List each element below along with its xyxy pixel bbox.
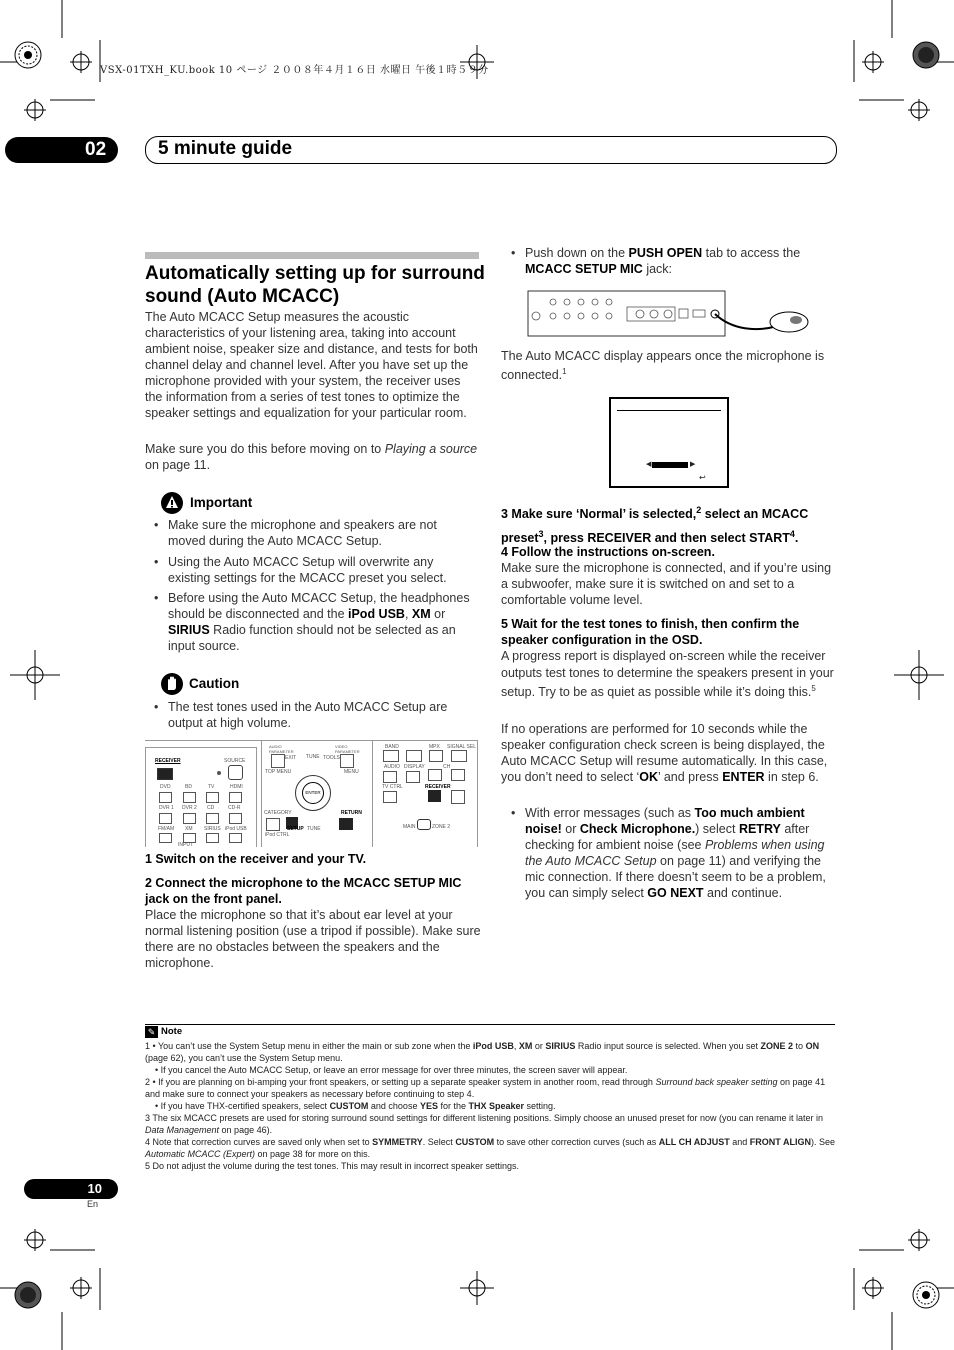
important-bullet-1: • Make sure the microphone and speakers are not moved during the Auto MCACC Setup. <box>168 517 468 549</box>
chapter-title-bar <box>145 136 837 164</box>
caution-bullet-1: • The test tones used in the Auto MCACC Setup are output at high volume. <box>168 699 472 731</box>
zone-switch[interactable] <box>417 819 431 830</box>
input-group-label: INPUT <box>178 842 193 847</box>
ch-up-button[interactable] <box>451 769 465 781</box>
source-led <box>217 771 221 775</box>
band-label: BAND <box>385 744 399 750</box>
signal-sel-button[interactable] <box>451 750 467 762</box>
error-messages-bullet: • With error messages (such as Too much ambient noise! or Check Microphone.) select RETRY after checking for ambient noise (see Problems when using the Auto MCACC Setup on page 11) and verifying the mic connection. If there doesn’t seem to be a problem, you can simply select GO NEXT and continue. <box>525 805 835 901</box>
return-button[interactable] <box>339 818 353 830</box>
step-3: 3 Make sure ‘Normal’ is selected,$^2$ select an MCACC preset$^3$, press RECEIVER and then select START$^4$. <box>501 505 809 546</box>
enter-button[interactable]: ENTER <box>302 782 324 804</box>
receiver-button-label[interactable]: RECEIVER <box>155 758 181 764</box>
audio-button[interactable] <box>383 771 397 783</box>
push-open-bullet: • Push down on the PUSH OPEN tab to access the MCACC SETUP MIC jack: <box>525 245 830 277</box>
auto-resume-paragraph: If no operations are performed for 10 seconds while the speaker configuration check screen is being displayed, the Auto MCACC Setup will resume automatically. In this case, you don’t need to select ‘OK’ and press ENTER in step 6. <box>501 722 828 784</box>
band-button[interactable] <box>383 750 399 762</box>
category-label: CATEGORY <box>264 810 292 816</box>
ipod-ctrl-label: iPod CTRL <box>265 832 290 838</box>
tune-down-label: TUNE <box>307 826 321 832</box>
menu-label: MENU <box>344 769 359 775</box>
tune-up-label: TUNE <box>306 754 320 760</box>
section-title: Automatically setting up for surround sound (Auto MCACC) <box>145 263 485 307</box>
caution-label: Caution <box>189 676 240 691</box>
tv-ctrl-button[interactable] <box>383 791 397 803</box>
note-5: 5 Do not adjust the volume during the test tones. This may result in incorrect speaker settings. <box>145 1161 520 1171</box>
signal-sel-label: SIGNAL SEL <box>447 744 476 750</box>
step-4-body: Make sure the microphone is connected, and if you’re using a subwoofer, make sure it is switched on and set to a comfortable volume level. <box>501 561 832 607</box>
important-label: Important <box>190 495 253 510</box>
phones-button[interactable] <box>451 790 465 804</box>
osd-right-arrow-icon: ▶ <box>690 461 696 468</box>
audio-label: AUDIO <box>384 764 400 770</box>
note-1b: • If you cancel the Auto MCACC Setup, or leave an error message for over three minutes, the screen saver will appear. <box>155 1065 628 1075</box>
tv-ctrl-label: TV CTRL <box>382 784 403 790</box>
note-2a: 2 • If you are planning on bi-amping your front speakers, or setting up a separate speaker system in another room, read through Surround back speaker setting on page 41 and make sure to connect your speakers as necessary before continuing to step 4. <box>145 1077 826 1099</box>
note-rule <box>145 1024 835 1025</box>
osd-screen <box>609 397 729 488</box>
chapter-number-badge <box>5 137 118 163</box>
step-2: 2 Connect the microphone to the MCACC SETUP MIC jack on the front panel. <box>145 876 462 906</box>
return-label: RETURN <box>341 810 362 816</box>
playing-source-link[interactable]: Playing a source <box>384 442 478 456</box>
audio-parameter-label: AUDIO PARAMETER <box>269 744 294 754</box>
main-label: MAIN <box>403 824 416 830</box>
exit-label: EXIT <box>285 755 297 761</box>
before-paragraph <box>145 441 481 473</box>
language-code: En <box>87 1199 99 1209</box>
mpx-button[interactable] <box>429 750 443 762</box>
step-5-body: A progress report is displayed on-screen while the receiver outputs test tones to determine the speakers present in your setup. Try to be as quiet as possible while it’s doing this.$^5$ <box>501 649 834 700</box>
mpx-label: MPX <box>429 744 440 750</box>
receiver-button[interactable] <box>157 768 173 780</box>
source-label: SOURCE <box>224 758 246 764</box>
step-1: 1 Switch on the receiver and your TV. <box>145 852 367 866</box>
source-power-button[interactable] <box>228 765 243 780</box>
tools-button[interactable] <box>340 754 354 768</box>
before-page: on page 11. <box>145 458 211 472</box>
file-meta-header: VSX-01TXH_KU.book 10 ページ ２００８年４月１６日 水曜日 午後１時５９分 <box>100 65 489 76</box>
note-1a: 1 • You can’t use the System Setup menu in either the main or sub zone when the iPod USB, XM or SIRIUS Radio input source is selected. When you set ZONE 2 to ON (page 62), you can’t use the System Setup menu. <box>145 1041 820 1063</box>
tools-label: TOOLS <box>323 755 340 761</box>
display-button[interactable] <box>406 771 420 783</box>
step-4: 4 Follow the instructions on-screen. <box>501 545 715 559</box>
step-2-body: Place the microphone so that it’s about ear level at your normal listening position (use a tripod if possible). Make sure there are no obstacles between the speakers and the microphone. <box>145 908 481 970</box>
step-5: 5 Wait for the test tones to finish, then confirm the speaker configuration in the OSD. <box>501 617 800 647</box>
important-bullet-3: • Before using the Auto MCACC Setup, the headphones should be disconnected and the iPod USB, XM or SIRIUS Radio function should not be selected as an input source. <box>168 590 474 654</box>
note-4: 4 Note that correction curves are saved only when set to SYMMETRY. Select CUSTOM to save other correction curves (such as ALL CH ADJUST and FRONT ALIGN). See Automatic MCACC (Expert) on page 38 for more on this. <box>145 1137 835 1159</box>
important-bullet-2: • Using the Auto MCACC Setup will overwrite any existing settings for the MCACC preset you select. <box>168 554 472 586</box>
osd-title-rule <box>617 410 721 411</box>
osd-left-arrow-icon: ◀ <box>646 461 652 468</box>
osd-selection-bar <box>652 462 688 468</box>
ch-label: CH <box>443 764 451 770</box>
page-number: 10 <box>87 1181 102 1196</box>
important-icon <box>160 491 184 515</box>
front-panel-illustration <box>527 290 812 340</box>
caution-hand-icon <box>160 672 184 696</box>
chapter-number: 02 <box>85 139 107 160</box>
note-label: Note <box>161 1026 183 1037</box>
receiver-label-2: RECEIVER <box>425 784 451 790</box>
setup-label: SETUP <box>287 826 304 832</box>
section-rule <box>145 252 479 259</box>
osd-return-icon: ↩ <box>699 473 706 482</box>
play-pause-button[interactable] <box>406 750 422 762</box>
note-2b: • If you have THX-certified speakers, select CUSTOM and choose YES for the THX Speaker setting. <box>155 1101 556 1111</box>
exit-button[interactable] <box>271 754 285 768</box>
notes <box>145 1040 835 1172</box>
note-icon: ✎ <box>145 1026 158 1038</box>
remote-illustration: RECEIVER SOURCE DVD BD TV HDMI DVR 1 DVR 2 CD CD-R FM/AM XM SIRIUS iPod USB INPUT AUDIO PARAMETER VIDEO PARAMETER EXIT TUNE TOOLS TOP MENU MENU ENTER CATEGORY RETURN SETUP TUNE iPod CTRL BAND MPX SIGNAL SEL AUDIO DISPLAY CH TV CTRL RECEIVER MAIN ZONE 2 <box>145 740 478 847</box>
top-menu-label: TOP MENU <box>265 769 292 775</box>
chapter-title: 5 minute guide <box>158 138 293 159</box>
intro-paragraph: The Auto MCACC Setup measures the acoustic characteristics of your listening area, taking into account ambient noise, speaker size and distance, and tests for both channel delay and channel level. After you have set up the microphone provided with your system, the receiver uses the information from a series of test tones to optimize the speaker settings and equalization for your particular room. <box>145 310 478 420</box>
category-button[interactable] <box>266 818 280 831</box>
receiver-button-2[interactable] <box>428 790 441 802</box>
note-3: 3 The six MCACC presets are used for storing surround sound settings for different listening positions. Simply choose an unused preset for now (you can rename it later in Data Management on page 46). <box>145 1113 824 1135</box>
display-label: DISPLAY <box>404 764 425 770</box>
before-text: Make sure you do this before moving on to <box>145 442 385 456</box>
page-number-badge <box>24 1179 118 1199</box>
display-appears-text: The Auto MCACC display appears once the microphone is connected.$^1$ <box>501 349 825 383</box>
video-parameter-label: VIDEO PARAMETER <box>335 744 360 754</box>
ch-down-button[interactable] <box>428 769 442 781</box>
zone2-label: ZONE 2 <box>432 824 451 830</box>
